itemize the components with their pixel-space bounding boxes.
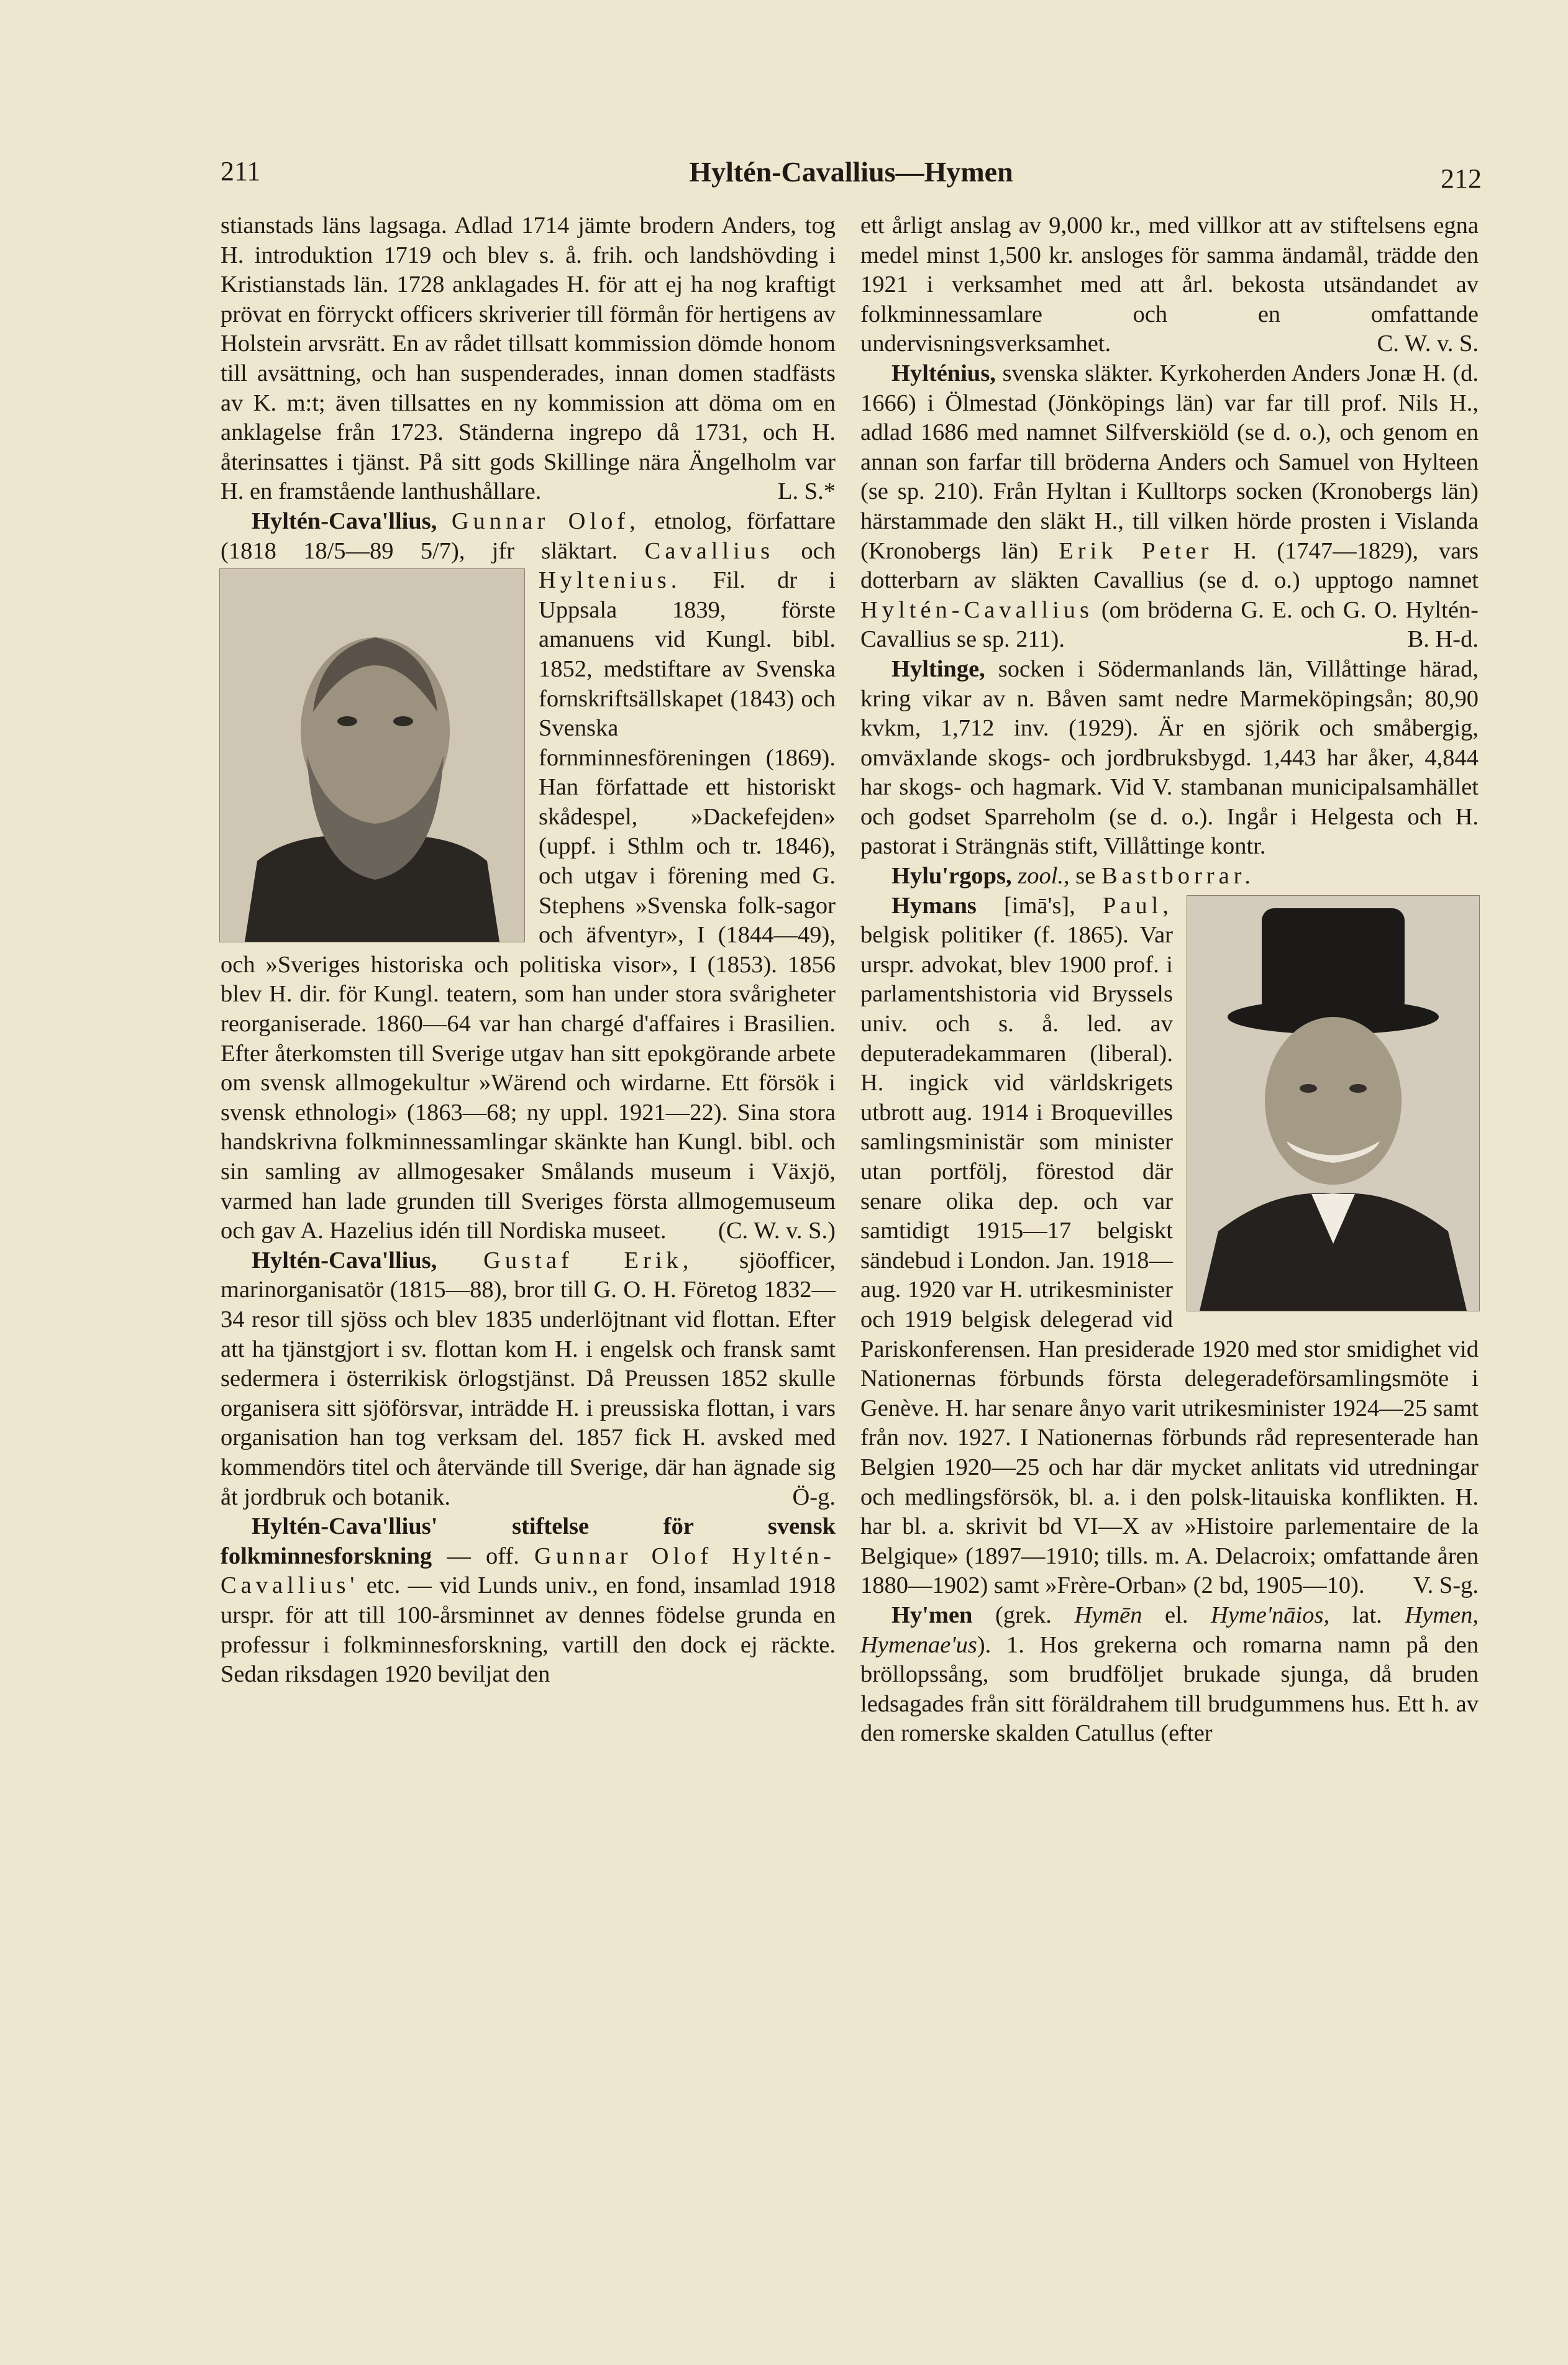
page-header bbox=[221, 155, 1482, 199]
body-text: — off. bbox=[432, 1542, 535, 1569]
body-text: stianstads läns lagsaga. Adlad 1714 jämte brodern Anders, tog H. introduktion 1719 och blev s. å. frih. och landshövding i Kristianstads län. 1728 anklagades H. för att ej ha nog kraftigt prövat en förryckt officers skriverier till förmån för hertigens av Holstein arvsrätt. En av rådet tillsatt kommission dömde honom till avsättning, och han suspenderades, innan domen stadfästs av K. m:t; även tillsattes en ny kommission att döma om en anklagelse från 1723. Ständerna ingrepo då 1731, och H. återinsattes i tjänst. På sitt gods Skillinge nära Ängelholm var H. en framstående lanthushållare. bbox=[221, 212, 836, 505]
body-text: etnolog, författare (1818 18/5—89 5/7), jfr släktart. bbox=[221, 508, 836, 564]
entry-hylurgops bbox=[860, 862, 1479, 891]
subject-label: zool., bbox=[1018, 863, 1070, 890]
portrait-photo-hymans bbox=[1187, 895, 1480, 1311]
entry-person-name: Gustaf Erik, bbox=[483, 1247, 693, 1274]
body-text: ett årligt anslag av 9,000 kr., med villkor att av stiftelsens egna medel minst 1,500 kr. ansloges för samma ändamål, trädde den 1921 i verksamhet med att årl. bekosta utsändandet av folkminnessamlare och en omfattande undervisningsverksamhet. bbox=[860, 212, 1479, 357]
entry-person-name: Gunnar Olof Hyltén-Cavallius' bbox=[221, 1542, 836, 1599]
author-signature: Ö-g. bbox=[792, 1483, 836, 1510]
body-text: [imā's], bbox=[976, 892, 1103, 919]
entry-person-name: Erik Peter bbox=[1059, 537, 1213, 564]
page-number-right: 212 bbox=[1441, 163, 1482, 194]
cross-reference: Hyltenius. bbox=[539, 567, 681, 594]
entry-headword: Hylu'rgops, bbox=[891, 863, 1012, 890]
body-text: belgisk politiker (f. 1865). Var urspr. advokat, blev 1900 prof. i parlamentshistoria vid Bryssels univ. och s. å. led. av deputeradekammaren (liberal). H. ingick vid världskrigets utbrott aug. 1914 i Broquevilles samlingsministär som minister utan portfölj, förestod där senare olika dep. och var samtidigt 1915—17 belgiskt sändebud i London. Jan. 1918—aug. 1920 var H. utrikesminister och 1919 belgisk delegerad vid Pariskonferensen. Han presiderade 1920 med stor smidighet vid Nationernas förbunds första delegeradeförsamlingsmöte i Genève. H. har senare ånyo varit utrikesminister 1924—25 samt från nov. 1927. I Nationernas förbunds råd representerade han Belgien 1920—25 och har där mycket anlitats vid utredningar och medlingsförsök, bl. a. i den polsk-litauiska konflikten. H. har bl. a. skrivit bd VI—X av »Histoire parlementaire de la Belgique» (1897—1910; tills. m. A. Delacroix; omfattande åren 1880—1902) samt »Frère-Orban» (2 bd, 1905—10). bbox=[860, 922, 1479, 1599]
paragraph-continuation bbox=[221, 211, 836, 507]
entry-hyltinge bbox=[860, 655, 1479, 862]
portrait-image bbox=[1187, 896, 1479, 1311]
body-text: Fil. dr i Uppsala 1839, förste amanuens vid Kungl. bibl. 1852, medstiftare av Svenska fornskriftsällskapet (1843) och Svenska fornminnesföreningen (1869). Han författade ett historiskt skådespel, »Dackefejden» (uppf. i Sthlm och tr. 1846), och utgav i förening med G. Stephens »Svenska folk-sagor och äfventyr», I (1844—49), och »Sveriges historiska och politiska visor», I (1853). 1856 blev H. dir. för Kungl. teatern, som han under stora svårigheter reorganiserade. 1860—64 var han chargé d'affaires i Brasilien. Efter återkomsten till Sverige utgav han sitt epokgörande arbete om svensk allmogekultur »Wärend och wirdarne. Ett försök i svensk ethnologi» (1863—68; ny uppl. 1921—22). Sina stora handskrivna folkminnessamlingar skänkte han Kungl. bibl. och sin samling av allmogesaker Smålands museum i Växjö, varmed han lade grunden till Sveriges första allmogemuseum och gav A. Hazelius idén till Nordiska museet. bbox=[221, 567, 836, 1244]
entry-person-name: Gunnar Olof, bbox=[451, 508, 640, 534]
entry-hyltenius bbox=[860, 359, 1479, 655]
running-title: Hyltén-Cavallius—Hymen bbox=[689, 156, 1013, 188]
entry-headword: Hyltén-Cava'llius, bbox=[252, 1247, 437, 1274]
body-text: socken i Södermanlands län, Villåttinge härad, kring vikar av n. Båven samt nedre Marmeköpingsån; 80,90 kvkm, 1,712 inv. (1929). Är en sjörik och småbergig, omväxlande skogs- och jordbruksbygd. 1,443 har åker, 4,844 har skogs- och hagmark. Vid V. stambanan municipalsamhället och godset Sparreholm (se d. o.). Ingår i Helgesta och H. pastorat i Strängnäs stift, Villåttinge kontr. bbox=[860, 655, 1479, 860]
body-text: lat. bbox=[1329, 1602, 1405, 1628]
body-text: sjöofficer, marinorganisatör (1815—88), bror till G. O. H. Företog 1832—34 resor till sjöss och blev 1835 underlöjtnant vid flottan. Efter att ha tjänstgjort i sv. flottan kom H. i engelsk och fransk samt sedermera i österrikisk örlogstjänst. Då Preussen 1852 skulle organisera sitt sjöförsvar, inträdde H. i preussiska flottan, i vars organisation han tog verksam del. 1857 fick H. avsked med kommendörs titel och återvände till Sverige, där han ägnade sig åt jordbruk och botanik. bbox=[221, 1247, 836, 1510]
portrait-photo-gunnar-olof bbox=[219, 568, 525, 942]
entry-headword: Hyltén-Cava'llius, bbox=[252, 508, 437, 534]
author-signature: V. S-g. bbox=[1413, 1572, 1479, 1599]
latin-term: Hymen, Hymenae'us bbox=[860, 1602, 1479, 1658]
entry-headword: Hyltén-Cava'llius' stiftelse för svensk folkminnesforskning bbox=[221, 1513, 836, 1569]
paragraph-continuation bbox=[860, 211, 1479, 359]
body-text: ). 1. Hos grekerna och romarna namn på den bröllopssång, som brudföljet brukade sjunga, då bruden ledsagades från sitt föräldrahem till brudgummens hus. Ett h. av den romerske skalden Catullus (efter bbox=[860, 1631, 1479, 1747]
author-signature: C. W. v. S. bbox=[1377, 330, 1479, 357]
body-text: H. (1747—1829), vars dotterbarn av släkten Cavallius (se d. o.) upptogo namnet bbox=[860, 537, 1479, 594]
body-text: (grek. bbox=[972, 1602, 1075, 1628]
entry-headword: Hy'men bbox=[891, 1602, 973, 1628]
cross-reference: Cavallius bbox=[644, 537, 775, 564]
author-signature: (C. W. v. S.) bbox=[718, 1218, 836, 1244]
body-text: el. bbox=[1142, 1602, 1211, 1628]
body-text: se bbox=[1069, 863, 1101, 890]
cross-reference: Hyltén-Cavallius bbox=[860, 596, 1094, 623]
author-signature: B. H-d. bbox=[1407, 626, 1479, 653]
greek-term: Hymēn bbox=[1074, 1602, 1142, 1628]
body-text: (om bröderna G. E. och G. O. Hyltén-Cavallius se sp. 211). bbox=[860, 596, 1479, 653]
entry-hymen bbox=[860, 1601, 1479, 1749]
entry-headword: Hyltinge, bbox=[891, 655, 985, 682]
entry-gustaf-erik bbox=[221, 1246, 836, 1512]
entry-hymans bbox=[860, 891, 1479, 1601]
cross-reference: Bastborrar. bbox=[1101, 863, 1255, 890]
author-signature: L. S.* bbox=[777, 478, 836, 505]
entry-gunnar-olof bbox=[221, 507, 836, 1246]
right-column bbox=[860, 211, 1479, 1749]
entry-headword: Hylténius, bbox=[891, 360, 996, 386]
body-text: svenska släkter. Kyrkoherden Anders Jonæ H. (d. 1666) i Ölmestad (Jönköpings län) var far till prof. Nils H., adlad 1686 med namnet Silfverskiöld (se d. o.), och genom en annan son farfar till bröderna Anders och Samuel von Hylteen (se sp. 210). Från Hyltan i Kulltorps socken (Kronobergs län) härstammade den släkt H., till vilken hörde prosten i Vislanda (Kronobergs län) bbox=[860, 360, 1479, 564]
body-text: och bbox=[774, 537, 836, 564]
portrait-image bbox=[220, 569, 524, 942]
greek-term: Hyme'nāios, bbox=[1211, 1602, 1330, 1628]
left-column bbox=[221, 211, 836, 1690]
entry-headword: Hymans bbox=[891, 892, 977, 919]
page-number-left: 211 bbox=[221, 156, 261, 186]
entry-person-name: Paul, bbox=[1102, 892, 1173, 919]
body-text: etc. — vid Lunds univ., en fond, insamlad 1918 urspr. för att till 100-årsminnet av dennes födelse grunda en professur i folkminnesforskning, vartill den dock ej räckte. Sedan riksdagen 1920 beviljat den bbox=[221, 1572, 836, 1688]
entry-stiftelse bbox=[221, 1512, 836, 1690]
